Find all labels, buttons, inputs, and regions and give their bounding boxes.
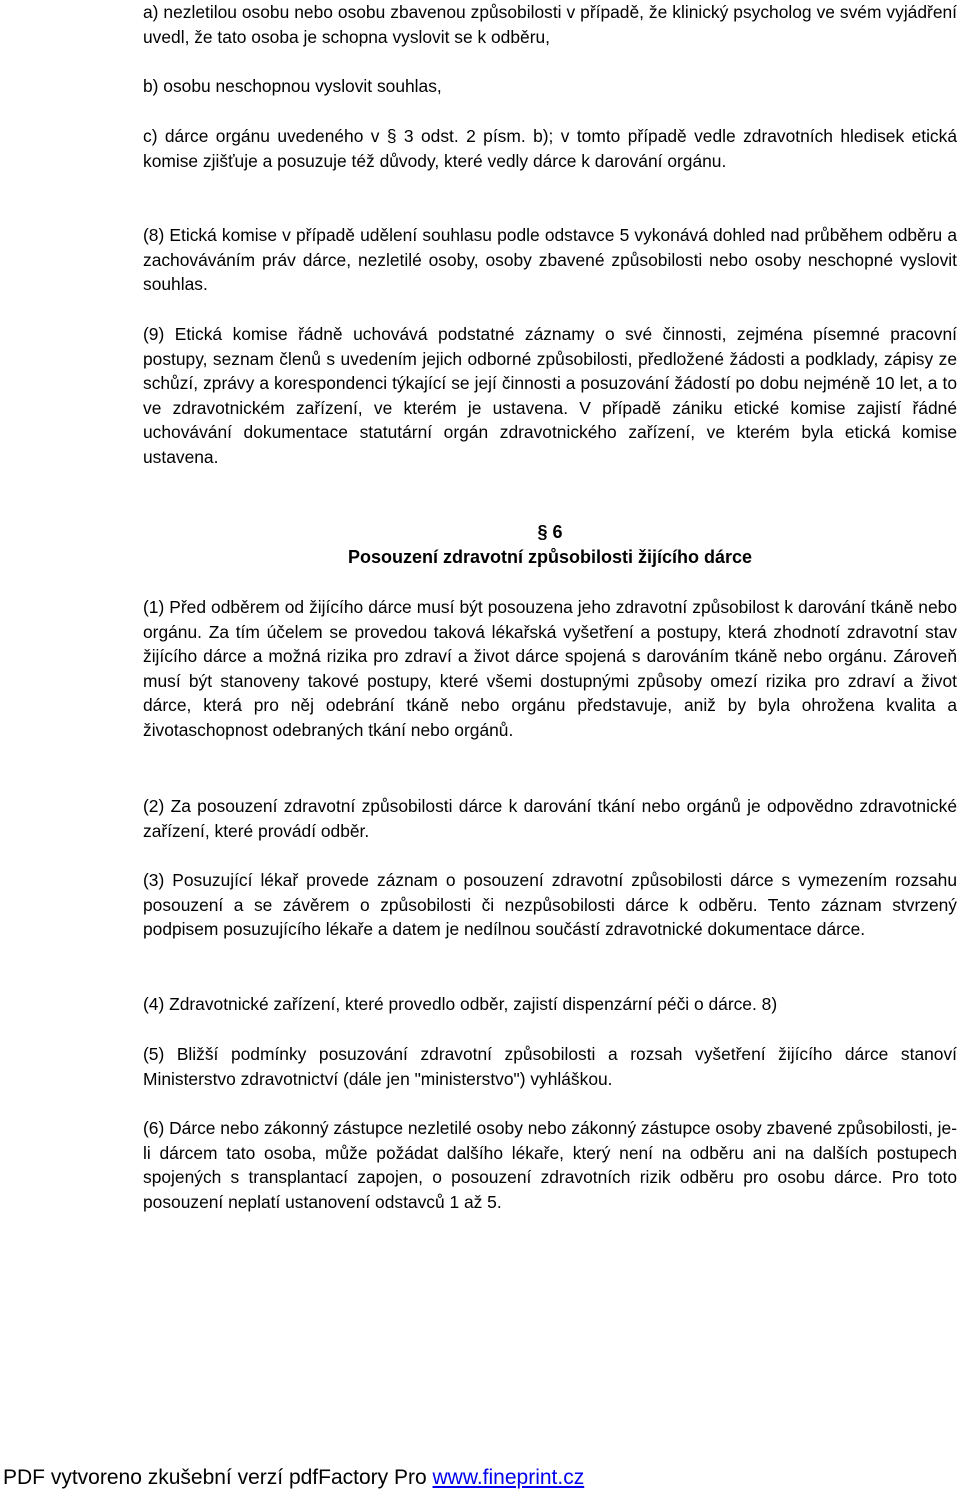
footer-watermark — [3, 1464, 584, 1492]
footer-text: PDF vytvoreno zkušební verzí pdfFactory Pro — [3, 1466, 433, 1489]
section-number: § 6 — [537, 522, 563, 542]
section-paragraph-3: (3) Posuzující lékař provede záznam o posouzení zdravotní způsobilosti dárce s vymezením rozsahu posouzení a se závěrem o způsobilosti či nezpůsobilosti dárce k odběru. Tento záznam stvrzený podpisem posuzujícího lékaře a datem je nedílnou součástí zdravotnické dokumentace dárce. — [143, 870, 957, 940]
section-paragraph-2: (2) Za posouzení zdravotní způsobilosti dárce k darování tkání nebo orgánů je odpovědno zdravotnické zařízení, které provádí odběr. — [143, 796, 957, 841]
paragraph-item-c: c) dárce orgánu uvedeného v § 3 odst. 2 písm. b); v tomto případě vedle zdravotních hledisek etická komise zjišťuje a posuzuje též důvody, které vedly dárce k darování orgánu. — [143, 126, 957, 171]
paragraph-item-a: a) nezletilou osobu nebo osobu zbavenou způsobilosti v případě, že klinický psycholog ve svém vyjádření uvedl, že tato osoba je schopna vyslovit se k odběru, — [143, 2, 957, 47]
section-paragraph-5: (5) Bližší podmínky posuzování zdravotní způsobilosti a rozsah vyšetření žijícího dárce stanoví Ministerstvo zdravotnictví (dále jen "ministerstvo") vyhláškou. — [143, 1044, 957, 1089]
section-paragraph-4: (4) Zdravotnické zařízení, které provedlo odběr, zajistí dispenzární péči o dárce. 8) — [143, 994, 778, 1014]
paragraph-9: (9) Etická komise řádně uchovává podstatné záznamy o své činnosti, zejména písemné pracovní postupy, seznam členů s uvedením jejich odborné způsobilosti, předložené žádosti a podklady, zápisy ze schůzí, zprávy a korespondenci týkající se její činnosti a posuzování žádostí po dobu nejméně 10 let, a to ve zdravotnickém zařízení, ve kterém je ustavena. V případě zániku etické komise zajistí řádné uchovávání dokumentace statutární orgán zdravotnického zařízení, ve kterém byla etická komise ustavena. — [143, 324, 957, 467]
section-paragraph-1: (1) Před odběrem od žijícího dárce musí být posouzena jeho zdravotní způsobilost k darování tkáně nebo orgánu. Za tím účelem se provedou taková lékařská vyšetření a postupy, která zhodnotí zdravotní stav žijícího dárce a možná rizika pro zdraví a život dárce spojená s darováním tkáně nebo orgánu. Zároveň musí být stanoveny takové postupy, které všemi dostupnými způsoby omezí rizika pro zdraví a život dárce, která pro něj odebrání tkáně nebo orgánu představuje, aniž by byla ohrožena kvalita a životaschopnost odebraných tkání nebo orgánů. — [143, 597, 957, 740]
paragraph-item-b: b) osobu neschopnou vyslovit souhlas, — [143, 76, 442, 96]
paragraph-8: (8) Etická komise v případě udělení souhlasu podle odstavce 5 vykonává dohled nad průběhem odběru a zachováváním práv dárce, nezletilé osoby, osoby zbavené způsobilosti nebo osoby neschopné vyslovit souhlas. — [143, 225, 957, 295]
footer-link[interactable]: www.fineprint.cz — [432, 1466, 585, 1489]
section-paragraph-6: (6) Dárce nebo zákonný zástupce nezletilé osoby nebo zákonný zástupce osoby zbavené způsobilosti, je-li dárcem tato osoba, může požádat dalšího lékaře, který není na odběru ani na dalších postupech spojených s transplantací zapojen, o posouzení zdravotních rizik odběru pro osobu dárce. Pro toto posouzení neplatí ustanovení odstavců 1 až 5. — [143, 1118, 957, 1212]
section-title: Posouzení zdravotní způsobilosti žijícího dárce — [347, 547, 753, 567]
